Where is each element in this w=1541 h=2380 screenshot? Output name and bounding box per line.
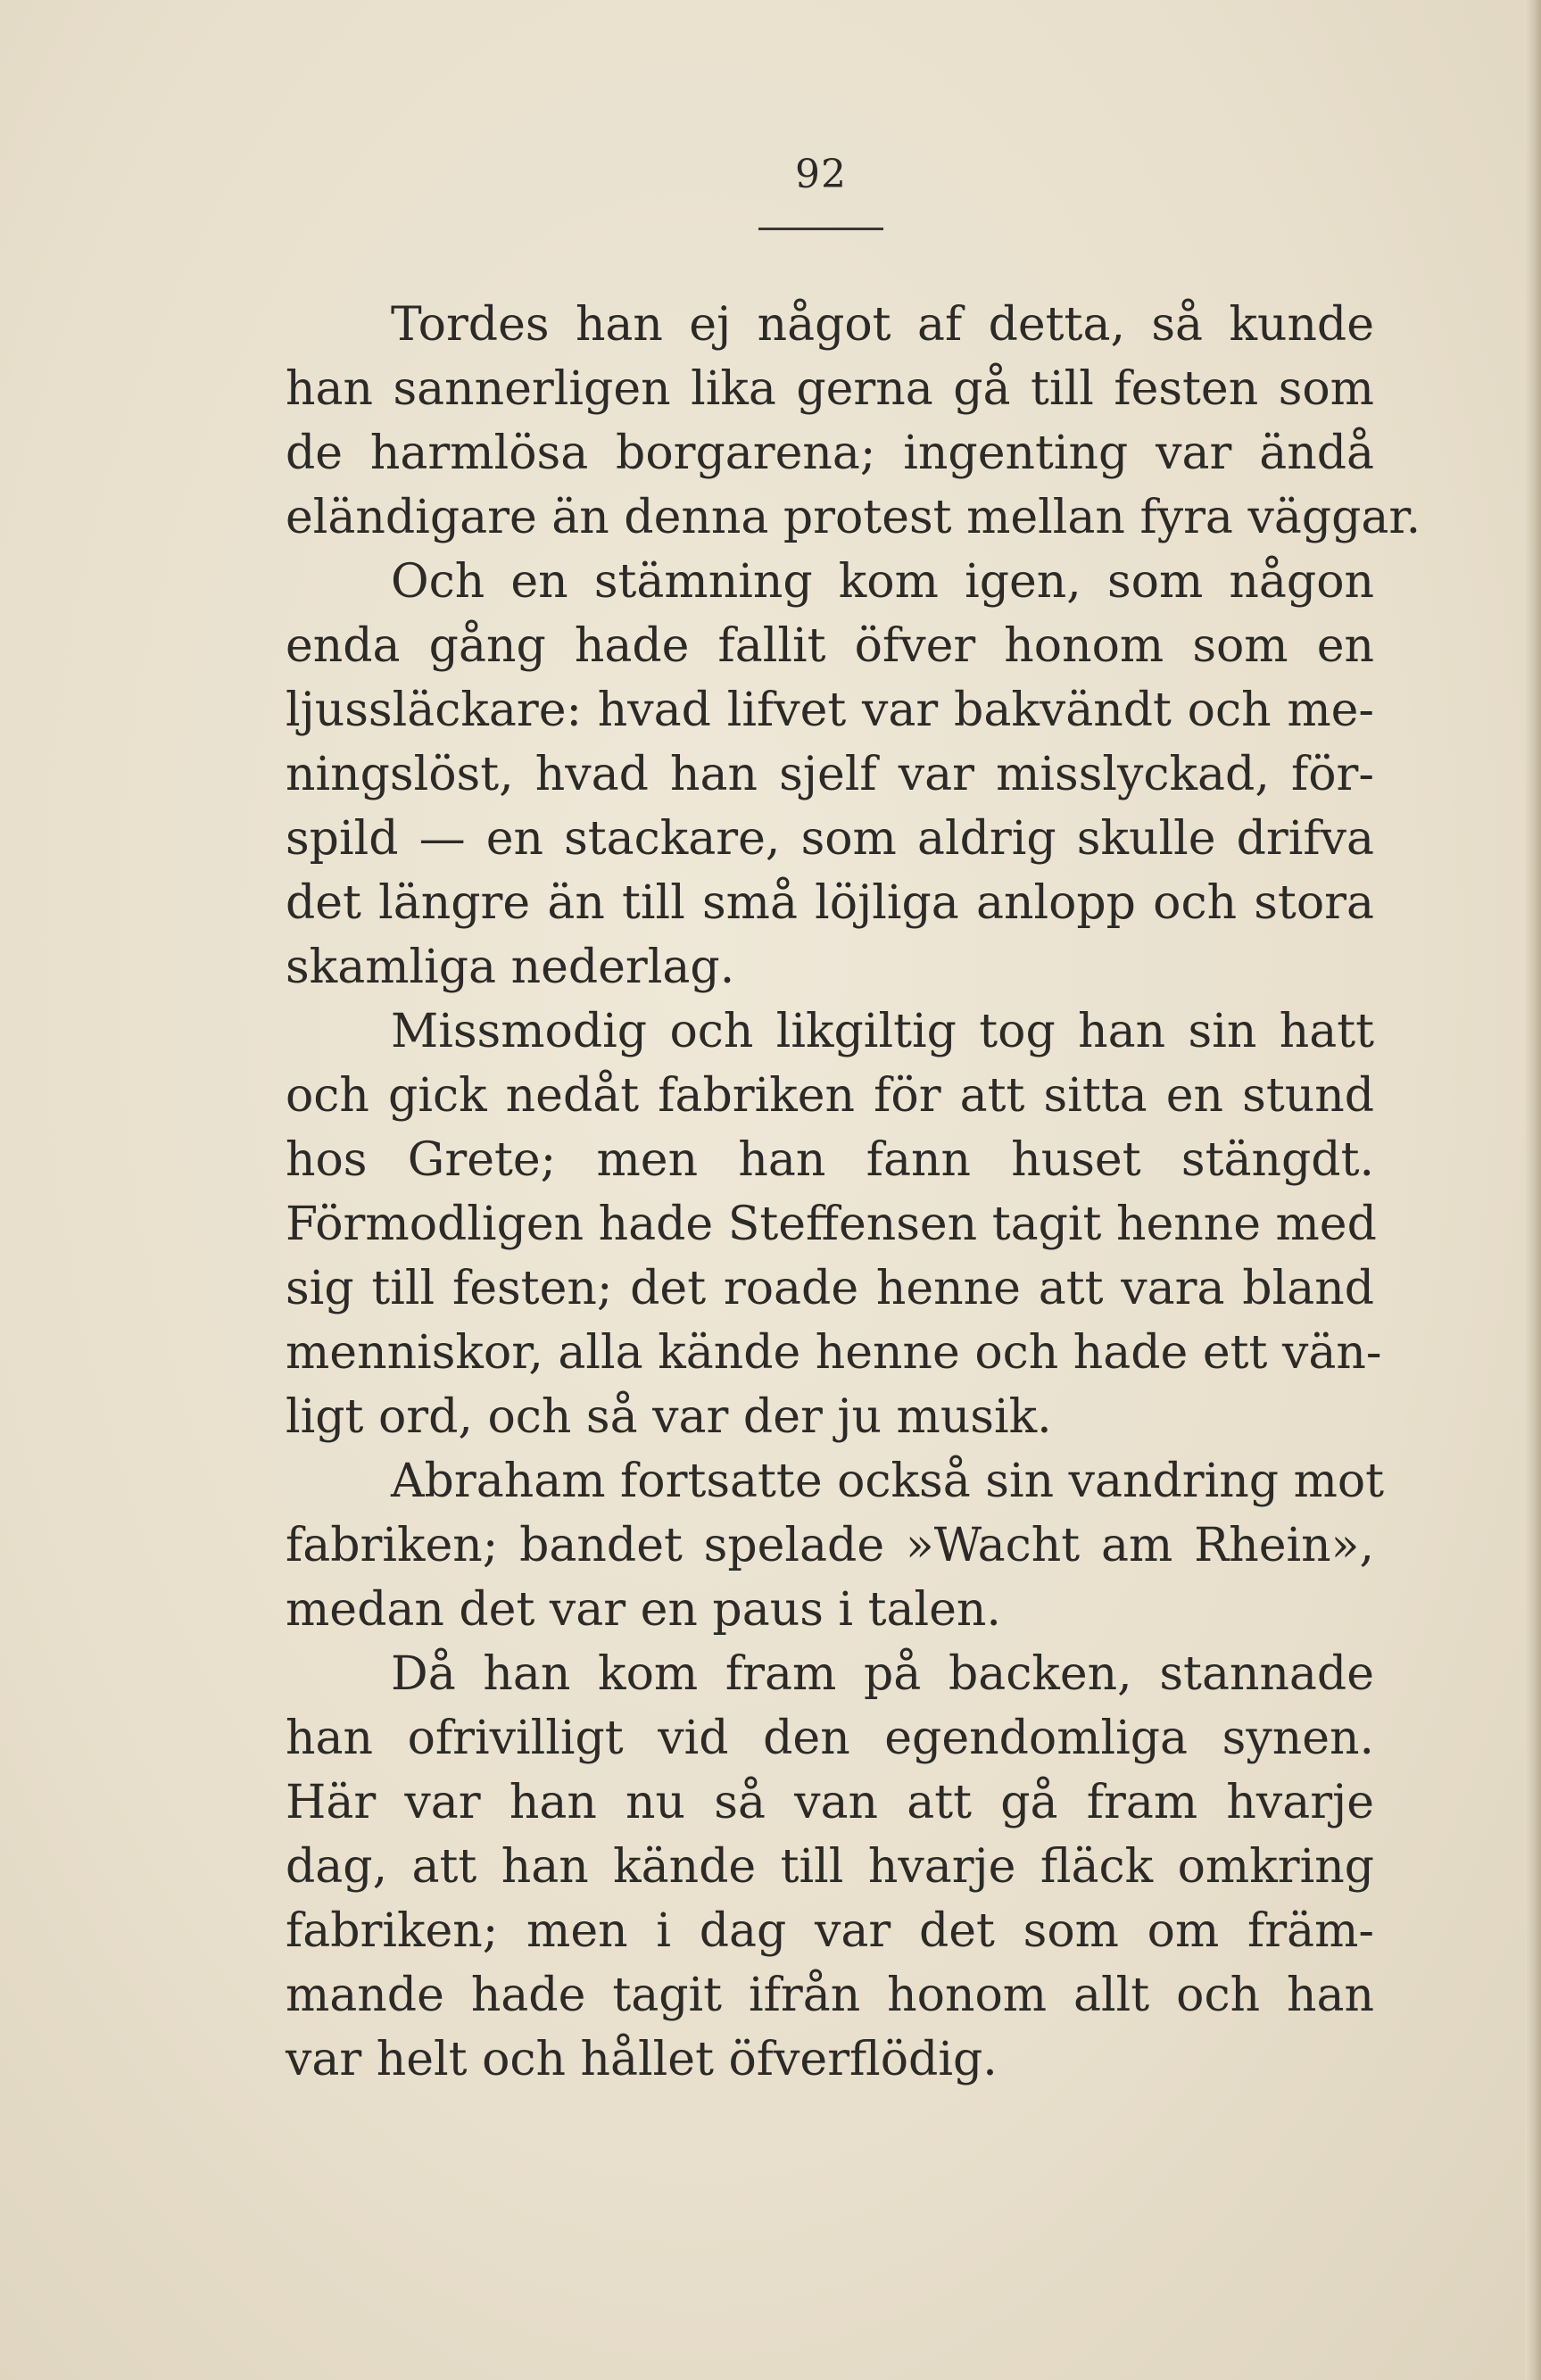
text-line: Abraham fortsatte också sin vandring mot <box>391 1455 1385 1508</box>
text-line: eländigare än denna protest mellan fyra väggar. <box>286 491 1421 544</box>
text-line: var helt och hållet öfverflödig. <box>286 2033 998 2086</box>
text-line: fabriken; bandet spelade »Wacht am Rhein», <box>286 1519 1374 1572</box>
text-line: de harmlösa borgarena; ingenting var ändå <box>286 427 1374 480</box>
text-line: han ofrivilligt vid den egendomliga synen. <box>286 1712 1374 1765</box>
text-line: mande hade tagit ifrån honom allt och han <box>286 1969 1374 2022</box>
text-line: ljussläckare: hvad lifvet var bakvändt och me- <box>286 684 1374 737</box>
text-line: enda gång hade fallit öfver honom som en <box>286 619 1374 673</box>
text-line: det längre än till små löjliga anlopp och stora <box>286 876 1374 930</box>
body-text <box>286 293 1421 2092</box>
page-number: 92 <box>795 152 847 197</box>
text-line: fabriken; men i dag var det som om främ- <box>286 1904 1374 1958</box>
text-line: Och en stämning kom igen, som någon <box>391 555 1374 609</box>
text-line: skamliga nederlag. <box>286 941 735 994</box>
text-line: Missmodig och likgiltig tog han sin hatt <box>391 1005 1374 1058</box>
text-line: han sannerligen lika gerna gå till festen som <box>286 362 1374 416</box>
header-rule <box>758 228 883 230</box>
text-line: Här var han nu så van att gå fram hvarje <box>286 1776 1374 1829</box>
text-line: medan det var en paus i talen. <box>286 1583 1001 1637</box>
text-line: ningslöst, hvad han sjelf var misslyckad, för- <box>286 748 1374 801</box>
page-edge <box>1525 0 1541 2380</box>
text-line: dag, att han kände till hvarje fläck omkring <box>286 1840 1374 1894</box>
text-line: ligt ord, och så var der ju musik. <box>286 1390 1052 1444</box>
text-line: Tordes han ej något af detta, så kunde <box>391 298 1374 352</box>
text-line: menniskor, alla kände henne och hade ett vän- <box>286 1326 1382 1380</box>
text-line: och gick nedåt fabriken för att sitta en stund <box>286 1069 1374 1123</box>
text-line: spild — en stackare, som aldrig skulle drifva <box>286 812 1374 866</box>
text-line: hos Grete; men han fann huset stängdt. <box>286 1133 1374 1187</box>
text-line: Förmodligen hade Steffensen tagit henne med <box>286 1198 1377 1251</box>
text-line: sig till festen; det roade henne att vara bland <box>286 1262 1374 1315</box>
text-line: Då han kom fram på backen, stannade <box>391 1647 1374 1701</box>
